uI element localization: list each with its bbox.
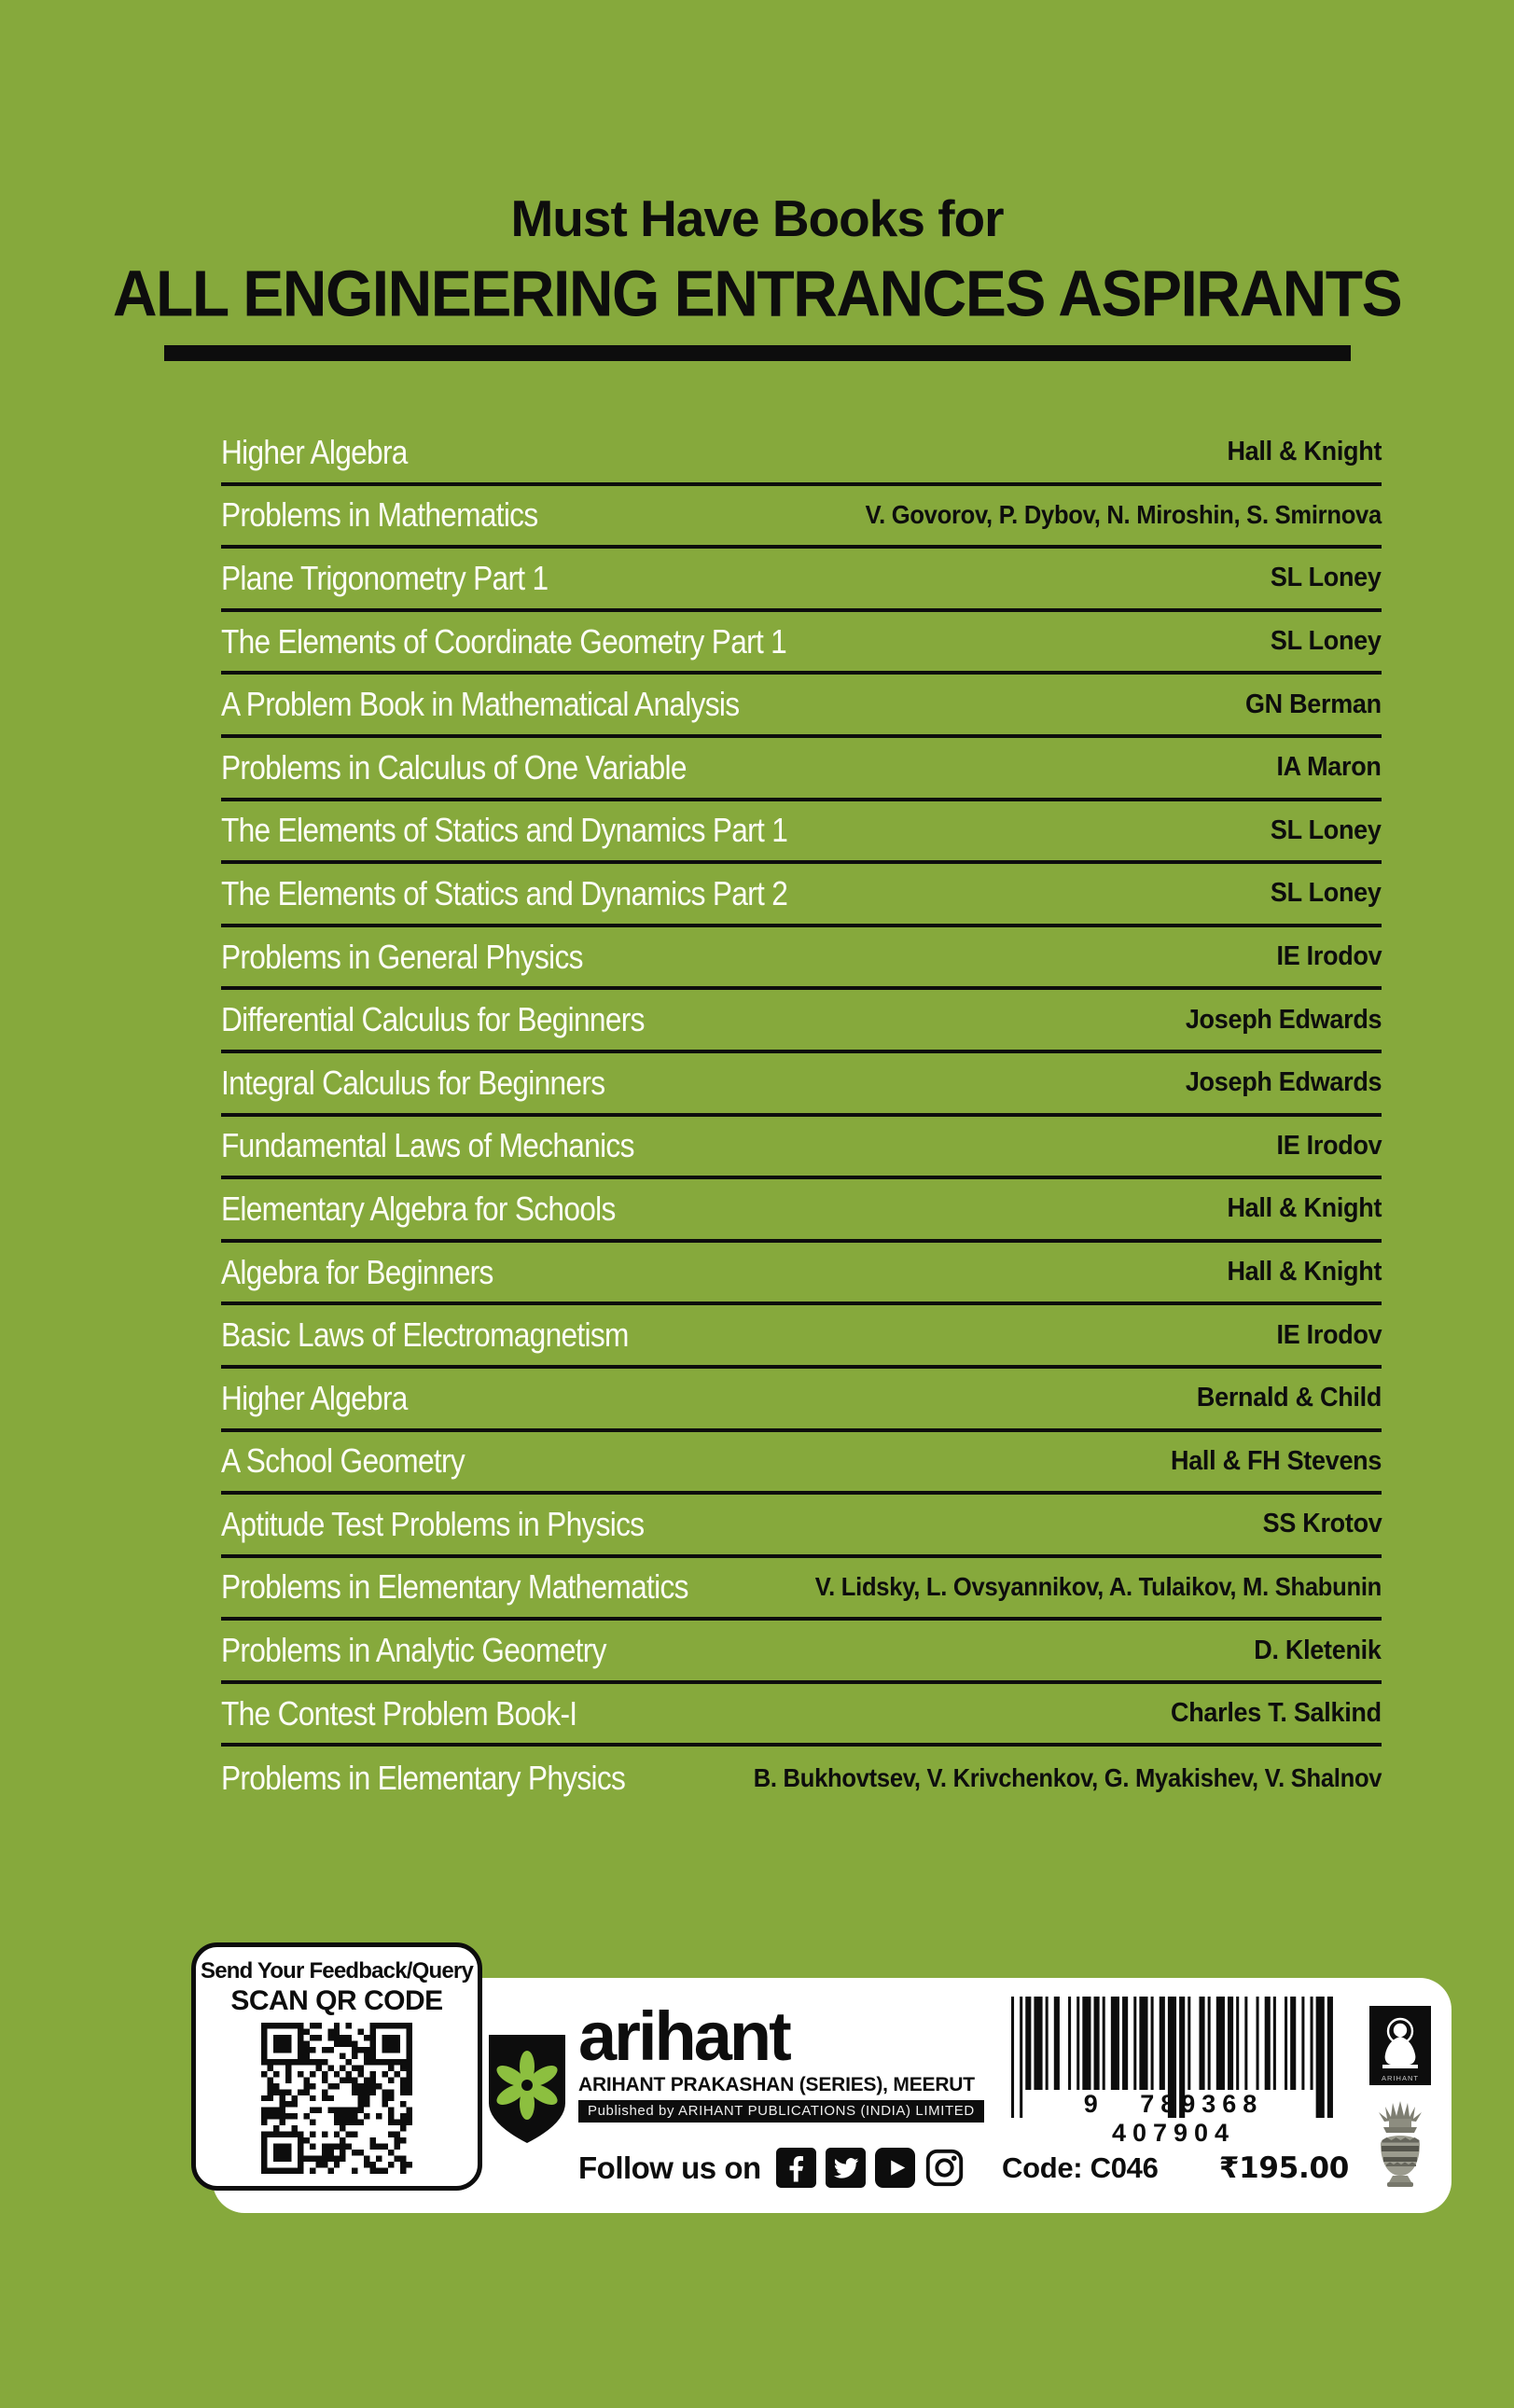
feedback-line1: Send Your Feedback/Query	[200, 1958, 473, 1983]
book-title: Problems in General Physics	[221, 937, 583, 976]
book-row	[221, 549, 1382, 612]
feedback-qr-box	[191, 1942, 482, 2191]
book-author: Joseph Edwards	[1185, 1004, 1382, 1035]
book-author: Hall & Knight	[1227, 437, 1382, 467]
book-title: Problems in Elementary Physics	[221, 1759, 626, 1798]
book-row	[221, 864, 1382, 927]
product-code: Code: C046	[1002, 2151, 1159, 2184]
book-title: Problems in Analytic Geometry	[221, 1631, 606, 1670]
header	[0, 188, 1514, 361]
arihant-shield-logo-icon	[485, 2032, 569, 2146]
book-title: Higher Algebra	[221, 432, 408, 471]
book-author: GN Berman	[1245, 689, 1382, 719]
book-author: Joseph Edwards	[1185, 1067, 1382, 1098]
book-title: Problems in Mathematics	[221, 495, 538, 535]
book-row	[221, 1369, 1382, 1432]
book-author: SL Loney	[1271, 626, 1382, 657]
page-title: ALL ENGINEERING ENTRANCES ASPIRANTS	[112, 256, 1402, 330]
book-row	[221, 1117, 1382, 1180]
follow-row	[578, 2148, 965, 2188]
header-subtitle: Must Have Books for	[510, 189, 1004, 247]
book-row	[221, 990, 1382, 1053]
book-title: The Elements of Statics and Dynamics Part 2	[221, 873, 788, 912]
publisher-name: ARIHANT PRAKASHAN (SERIES), MEERUT	[578, 2074, 975, 2095]
book-row	[221, 927, 1382, 991]
barcode-block	[1011, 1997, 1336, 2147]
book-author: IA Maron	[1276, 752, 1382, 783]
brand-wordmark: arihant	[578, 1997, 789, 2075]
book-title: Elementary Algebra for Schools	[221, 1189, 616, 1228]
code-price-row	[1002, 2151, 1349, 2185]
book-author: SS Krotov	[1262, 1509, 1382, 1539]
book-title: Basic Laws of Electromagnetism	[221, 1315, 629, 1355]
book-title: Problems in Calculus of One Variable	[221, 747, 687, 786]
book-row	[221, 1053, 1382, 1117]
title-underline	[164, 345, 1351, 361]
arihant-mascot-icon	[1369, 2006, 1431, 2085]
mascot-caption: ARIHANT	[1382, 2074, 1419, 2082]
book-row	[221, 1558, 1382, 1622]
book-row	[221, 423, 1382, 486]
book-row	[221, 1495, 1382, 1558]
book-author: Bernald & Child	[1196, 1383, 1382, 1413]
book-row	[221, 1305, 1382, 1369]
book-row	[221, 1243, 1382, 1306]
book-author: B. Bukhovtsev, V. Krivchenkov, G. Myakishev, V. Shalnov	[753, 1763, 1382, 1793]
published-by-strip: Published by ARIHANT PUBLICATIONS (INDIA) LIMITED	[578, 2100, 984, 2123]
feedback-line2: SCAN QR CODE	[230, 1985, 443, 2016]
book-title: A School Geometry	[221, 1441, 465, 1481]
book-author: SL Loney	[1271, 814, 1382, 845]
twitter-icon	[826, 2148, 866, 2188]
book-author: SL Loney	[1271, 878, 1382, 909]
book-row	[221, 675, 1382, 738]
price: ₹195.00	[1218, 2151, 1349, 2185]
qr-code-icon	[261, 2023, 412, 2174]
book-title: The Elements of Coordinate Geometry Part 1	[221, 621, 787, 661]
book-row	[221, 1432, 1382, 1496]
barcode-digits: 9 789368 407904	[1083, 2090, 1264, 2147]
book-author: Hall & Knight	[1227, 1193, 1382, 1224]
follow-label: Follow us on	[578, 2150, 761, 2185]
book-title: A Problem Book in Mathematical Analysis	[221, 685, 740, 724]
book-author: V. Govorov, P. Dybov, N. Miroshin, S. Smirnova	[865, 500, 1382, 530]
youtube-icon	[875, 2148, 915, 2188]
book-title: The Elements of Statics and Dynamics Part 1	[221, 811, 788, 850]
facebook-icon	[776, 2148, 816, 2188]
book-row	[221, 801, 1382, 865]
book-author: Hall & FH Stevens	[1170, 1445, 1382, 1476]
book-row	[221, 486, 1382, 550]
book-author: IE Irodov	[1276, 1319, 1382, 1350]
book-title: Integral Calculus for Beginners	[221, 1063, 605, 1102]
book-row	[221, 612, 1382, 675]
book-author: V. Lidsky, L. Ovsyannikov, A. Tulaikov, M. Shabunin	[814, 1572, 1382, 1602]
book-title: Higher Algebra	[221, 1378, 408, 1417]
book-title: Plane Trigonometry Part 1	[221, 558, 549, 597]
book-row	[221, 738, 1382, 801]
book-title: The Contest Problem Book-I	[221, 1693, 577, 1733]
book-author: SL Loney	[1271, 563, 1382, 593]
book-row	[221, 1621, 1382, 1684]
social-icons	[776, 2148, 965, 2188]
book-title: Aptitude Test Problems in Physics	[221, 1504, 645, 1543]
brand-block	[578, 1997, 984, 2123]
book-title: Algebra for Beginners	[221, 1252, 493, 1291]
book-row	[221, 1179, 1382, 1243]
book-author: Hall & Knight	[1227, 1257, 1382, 1288]
book-author: IE Irodov	[1276, 941, 1382, 972]
book-author: Charles T. Salkind	[1171, 1698, 1382, 1729]
book-list	[221, 423, 1382, 1810]
book-title: Differential Calculus for Beginners	[221, 1000, 645, 1039]
instagram-icon	[924, 2148, 965, 2188]
book-title: Fundamental Laws of Mechanics	[221, 1126, 634, 1165]
book-title: Problems in Elementary Mathematics	[221, 1567, 688, 1607]
book-row	[221, 1747, 1382, 1810]
kalash-vase-icon	[1370, 2099, 1430, 2191]
book-author: D. Kletenik	[1254, 1635, 1382, 1665]
book-row	[221, 1684, 1382, 1747]
book-author: IE Irodov	[1276, 1130, 1382, 1161]
